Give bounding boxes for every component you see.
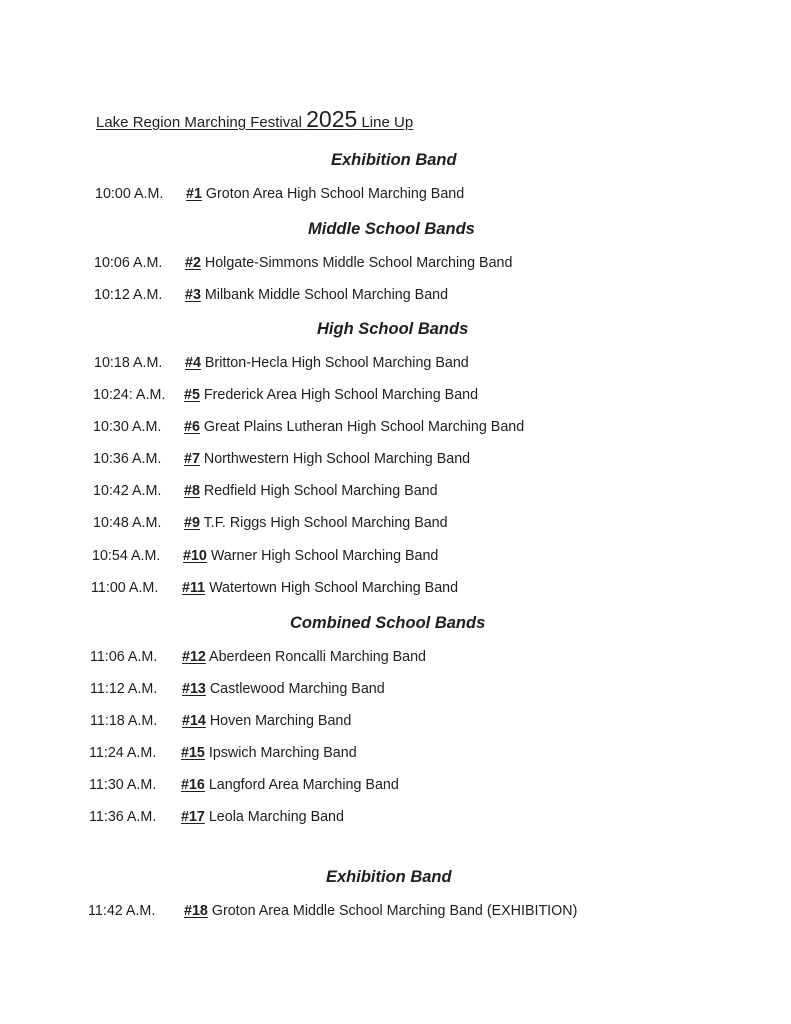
- performance-time: 10:54 A.M.: [92, 548, 161, 564]
- band-number: #16: [181, 777, 205, 793]
- section-heading-middle-school: Middle School Bands: [308, 220, 475, 238]
- band-name: Warner High School Marching Band: [210, 548, 439, 564]
- band-name: Watertown High School Marching Band: [209, 580, 459, 596]
- band-name: Britton-Hecla High School Marching Band: [204, 355, 469, 371]
- title-year: 2025: [306, 106, 358, 132]
- band-number: #12: [182, 649, 206, 665]
- band-number: #9: [184, 515, 200, 531]
- performance-time: 10:00 A.M.: [95, 186, 164, 202]
- section-heading-exhibition-2: Exhibition Band: [326, 868, 452, 886]
- title-suffix: Line Up: [361, 114, 414, 131]
- performance-time: 10:06 A.M.: [94, 255, 163, 271]
- section-heading-combined-school: Combined School Bands: [290, 614, 486, 632]
- band-name: Hoven Marching Band: [209, 713, 352, 729]
- band-name: Groton Area High School Marching Band: [205, 186, 465, 202]
- band-number: #11: [182, 580, 206, 596]
- performance-time: 11:06 A.M.: [90, 649, 158, 665]
- band-name: Milbank Middle School Marching Band: [204, 287, 449, 303]
- band-name: Ipswich Marching Band: [208, 745, 357, 761]
- section-heading-high-school: High School Bands: [317, 320, 469, 338]
- band-number: #13: [182, 681, 206, 697]
- performance-time: 10:48 A.M.: [93, 515, 162, 531]
- band-name: Groton Area Middle School Marching Band (EXHIBITION): [211, 903, 578, 919]
- band-number: #6: [184, 419, 200, 435]
- performance-time: 10:18 A.M.: [94, 355, 163, 371]
- band-name: Castlewood Marching Band: [209, 681, 385, 697]
- band-name: Aberdeen Roncalli Marching Band: [209, 649, 427, 665]
- band-number: #2: [185, 255, 201, 271]
- band-name: Great Plains Lutheran High School Marching Band: [203, 419, 525, 435]
- performance-time: 10:42 A.M.: [93, 483, 162, 499]
- band-name: Frederick Area High School Marching Band: [203, 387, 479, 403]
- performance-time: 11:36 A.M.: [89, 809, 157, 825]
- band-number: #18: [184, 903, 208, 919]
- page-title: [96, 106, 413, 133]
- performance-time: 11:00 A.M.: [91, 580, 159, 596]
- band-number: #10: [183, 548, 207, 564]
- band-name: Holgate-Simmons Middle School Marching Band: [204, 255, 513, 271]
- section-heading-exhibition: Exhibition Band: [331, 151, 457, 169]
- performance-time: 11:30 A.M.: [89, 777, 157, 793]
- band-number: #4: [185, 355, 201, 371]
- band-number: #8: [184, 483, 200, 499]
- band-name: Northwestern High School Marching Band: [203, 451, 471, 467]
- band-name: Redfield High School Marching Band: [203, 483, 438, 499]
- title-text: Lake Region Marching Festival: [96, 114, 302, 131]
- band-number: #15: [181, 745, 205, 761]
- performance-time: 10:30 A.M.: [93, 419, 162, 435]
- band-number: #17: [181, 809, 205, 825]
- performance-time: 11:42 A.M.: [88, 903, 156, 919]
- band-number: #7: [184, 451, 200, 467]
- performance-time: 11:18 A.M.: [90, 713, 158, 729]
- band-name: T.F. Riggs High School Marching Band: [203, 515, 448, 531]
- band-name: Langford Area Marching Band: [208, 777, 399, 793]
- band-name: Leola Marching Band: [208, 809, 344, 825]
- performance-time: 10:36 A.M.: [93, 451, 162, 467]
- performance-time: 11:12 A.M.: [90, 681, 158, 697]
- band-number: #3: [185, 287, 201, 303]
- performance-time: 10:12 A.M.: [94, 287, 163, 303]
- band-number: #5: [184, 387, 200, 403]
- band-number: #1: [186, 186, 202, 202]
- performance-time: 11:24 A.M.: [89, 745, 157, 761]
- performance-time: 10:24: A.M.: [93, 387, 166, 403]
- band-number: #14: [182, 713, 206, 729]
